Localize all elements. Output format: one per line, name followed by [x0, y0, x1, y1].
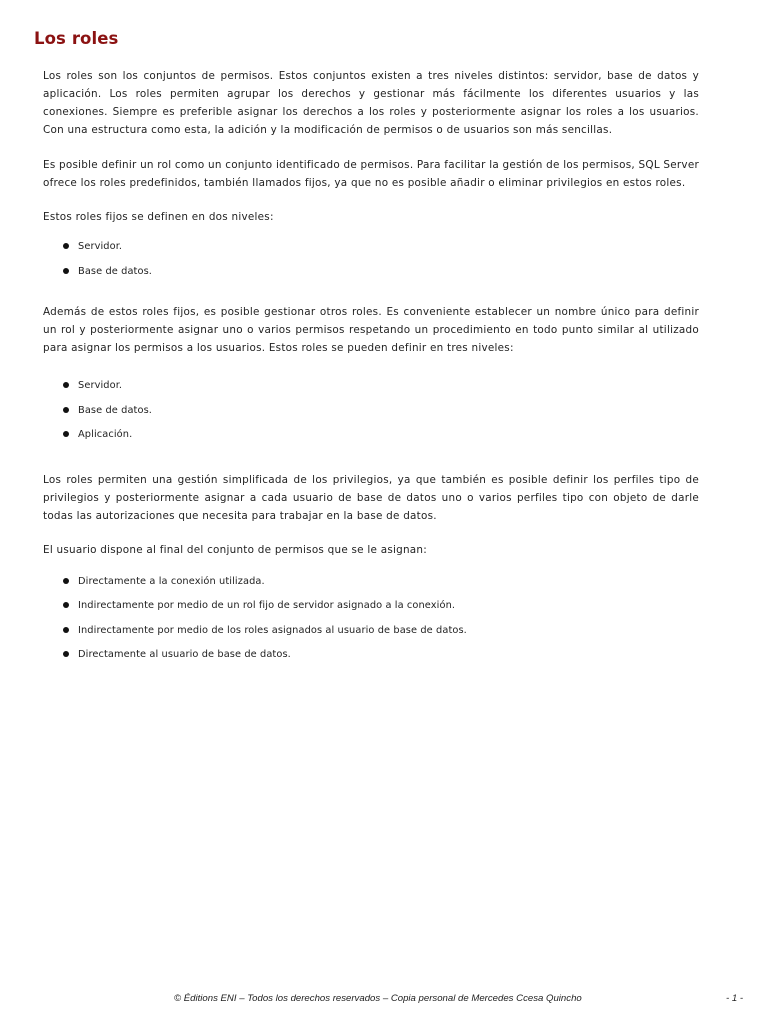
list-item-text: Servidor.	[78, 380, 123, 391]
list-item-text: Indirectamente por medio de los roles asignados al usuario de base de datos.	[78, 624, 467, 636]
page-footer	[0, 993, 768, 1009]
bullet-icon	[63, 578, 69, 584]
list-item-text: Base de datos.	[78, 265, 153, 277]
paragraph-intro: Los roles son los conjuntos de permisos. Estos conjuntos existen a tres niveles distintos: servidor, base de datos y aplicación. Los roles permiten agrupar los derechos y gestionar más fácilmente los diferentes usuarios y las conexiones. Siempre es preferible asignar los derechos a los roles y posteriormente asignar los roles a los usuarios. Con una estructura como esta, la adición y la modificación de permisos o de usuarios son más sencillas.	[43, 70, 699, 136]
list-item	[43, 622, 699, 647]
list-custom-levels	[43, 377, 699, 451]
list-item-text: Base de datos.	[78, 404, 153, 416]
list-item	[43, 377, 699, 402]
list-item	[43, 573, 699, 598]
list-item-text: Directamente al usuario de base de datos.	[78, 649, 291, 660]
list-item-text: Indirectamente por medio de un rol fijo de servidor asignado a la conexión.	[78, 600, 456, 611]
list-permission-sources	[43, 573, 699, 671]
paragraph-custom-roles: Además de estos roles fijos, es posible gestionar otros roles. Es conveniente establecer un nombre único para definir un rol y posteriormente asignar uno o varios permisos respetando un procedimiento en todo punto similar al utilizado para asignar los permisos a los usuarios. Estos roles se pueden definir en tres niveles:	[43, 306, 699, 354]
bullet-icon	[63, 243, 69, 249]
page-number: - 1 -	[726, 993, 744, 1004]
document-body	[43, 67, 699, 689]
list-item	[43, 646, 699, 671]
list-item	[43, 426, 699, 451]
bullet-icon	[63, 382, 69, 388]
bullet-icon	[63, 431, 69, 437]
list-fixed-levels	[43, 238, 699, 287]
paragraph-fixed-levels-intro: Estos roles fijos se definen en dos niveles:	[43, 211, 274, 223]
bullet-icon	[63, 407, 69, 413]
bullet-icon	[63, 651, 69, 657]
paragraph-fixed-roles: Es posible definir un rol como un conjunto identificado de permisos. Para facilitar la gestión de los permisos, SQL Server ofrece los roles predefinidos, también llamados fijos, ya que no es posible añadir o eliminar privilegios en estos roles.	[43, 159, 699, 189]
bullet-icon	[63, 627, 69, 633]
list-item	[43, 238, 699, 263]
list-item	[43, 402, 699, 427]
bullet-icon	[63, 268, 69, 274]
list-item	[43, 597, 699, 622]
page-title: Los roles	[34, 29, 119, 48]
paragraph-user-permissions: El usuario dispone al final del conjunto de permisos que se le asignan:	[43, 543, 428, 556]
paragraph-simplified-management: Los roles permiten una gestión simplificada de los privilegios, ya que también es posible definir los perfiles tipo de privilegios y posteriormente asignar a cada usuario de base de datos uno o varios perfiles tipo con objeto de darle todas las autorizaciones que necesita para trabajar en la base de datos.	[43, 473, 699, 522]
list-item	[43, 263, 699, 288]
bullet-icon	[63, 602, 69, 608]
list-item-text: Servidor.	[78, 241, 123, 252]
footer-copyright: © Éditions ENI – Todos los derechos reservados – Copia personal de Mercedes Ccesa Quincho	[174, 993, 582, 1004]
list-item-text: Directamente a la conexión utilizada.	[78, 575, 265, 587]
list-item-text: Aplicación.	[78, 429, 133, 440]
